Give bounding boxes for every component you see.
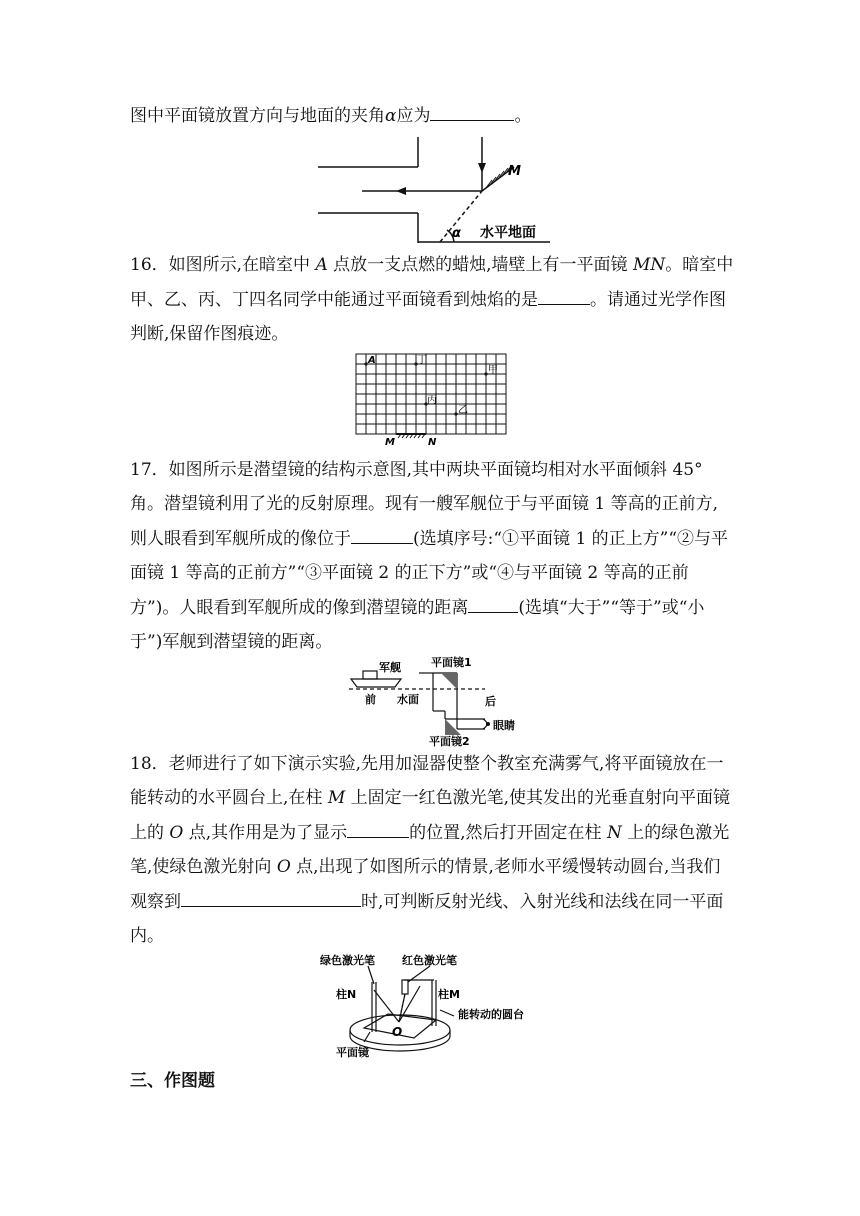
fig18-label-mirror: 平面镜: [336, 1046, 369, 1059]
q18-pillar-M: M: [327, 788, 346, 808]
q16-part3: 。暗室中甲、乙、丙、丁四名同学中能通过平面镜看到烛焰的是: [130, 255, 734, 310]
q17-part1: 如图所示是潜望镜的结构示意图,其中两块平面镜均相对水平面倾斜 45°角。潜望镜利用了光的反射原理。现有一艘军舰位于与平面镜 1 等高的正前方,则人眼看到军舰所成的像位于: [130, 460, 719, 549]
q18-part3: 点,其作用是为了显示: [183, 823, 348, 843]
q17-answer-blank-1[interactable]: [351, 521, 413, 544]
fig15-label-M: M: [508, 164, 521, 179]
q18-part6: 点,出现了如图所示的情景,老师水平缓慢转动圆台,当我们观察到: [130, 857, 721, 912]
q15-text-after: 应为: [396, 106, 431, 126]
q16-number: 16．: [130, 255, 169, 275]
section-heading-drawing: 三、作图题: [130, 1071, 215, 1091]
q16-answer-blank[interactable]: [538, 282, 590, 305]
fig17-label-ship: 军舰: [379, 661, 401, 674]
q18-point-O-2: O: [276, 857, 291, 877]
q18-answer-blank-1[interactable]: [347, 815, 409, 838]
q16-point-A: A: [315, 255, 328, 275]
fig18-label-pillar-N: 柱N: [336, 988, 357, 1001]
fig18-laser-diagram: [318, 950, 543, 1062]
fig17-label-back: 后: [485, 695, 496, 708]
fig16-label-A: A: [368, 355, 376, 366]
q17-part3: (选填“大于”“等于”或“小于”)军舰到潜望镜的距离。: [130, 598, 705, 652]
q18-part2: 上固定一红色激光笔,使其发出的光垂直射向平面镜上的: [130, 788, 731, 843]
q18-part4: 的位置,然后打开固定在柱: [409, 823, 607, 843]
fig17-label-mirror1: 平面镜1: [431, 656, 472, 669]
fig15-label-alpha: α: [452, 226, 461, 241]
q15-alpha: α: [385, 106, 397, 126]
fig18-label-O: O: [392, 1025, 403, 1039]
fig15-diagram: [310, 133, 560, 245]
fig16-grid-diagram: [353, 352, 511, 446]
fig17-label-front: 前: [365, 693, 376, 706]
q17-number: 17．: [130, 460, 169, 480]
q16-text: [130, 248, 735, 351]
q16-mirror-MN: MN: [632, 255, 666, 275]
fig18-label-turntable: 能转动的圆台: [458, 1008, 524, 1021]
fig18-label-red-laser: 红色激光笔: [402, 954, 457, 967]
fig16-label-bing: 丙: [427, 395, 437, 406]
fig17-periscope-diagram: [345, 655, 520, 747]
q15-answer-blank[interactable]: [430, 98, 514, 121]
q15-tail-line: [130, 98, 735, 133]
q18-point-O: O: [169, 823, 184, 843]
q16-part2: 点放一支点燃的蜡烛,墙壁上有一平面镜: [327, 255, 633, 275]
q15-text-before: 图中平面镜放置方向与地面的夹角: [130, 106, 385, 126]
q15-text-end: 。: [514, 106, 532, 126]
q18-part1: 老师进行了如下演示实验,先用加湿器使整个教室充满雾气,将平面镜放在一能转动的水平圆台上,在柱: [130, 754, 724, 808]
fig18-label-pillar-M: 柱M: [438, 988, 460, 1001]
q16-part4: 。请通过光学作图判断,保留作图痕迹。: [130, 290, 726, 344]
q17-part2: (选填序号:“①平面镜 1 的正上方”“②与平面镜 1 等高的正前方”“③平面镜 2 的正下方”或“④与平面镜 2 等高的正前方”)。人眼看到军舰所成的像到潜望镜的距离: [130, 529, 729, 618]
fig16-label-ding: 丁: [417, 355, 427, 366]
fig16-label-M: M: [385, 437, 395, 446]
fig16-label-jia: 甲: [488, 365, 498, 376]
q16-part1: 如图所示,在暗室中: [168, 255, 316, 275]
fig16-label-yi: 乙: [458, 405, 468, 416]
fig15-label-ground: 水平地面: [480, 225, 536, 241]
q18-part5: 上的绿色激光笔,使绿色激光射向: [130, 823, 730, 877]
q18-answer-blank-2[interactable]: [181, 884, 361, 907]
q18-pillar-N: N: [606, 823, 622, 843]
fig18-label-green-laser: 绿色激光笔: [320, 954, 375, 967]
q17-answer-blank-2[interactable]: [468, 590, 518, 613]
q18-number: 18．: [130, 754, 169, 774]
fig16-label-N: N: [428, 437, 437, 446]
fig17-label-water: 水面: [397, 693, 419, 706]
q17-text: [130, 453, 735, 659]
q18-part7: 时,可判断反射光线、入射光线和法线在同一平面内。: [130, 892, 724, 946]
fig17-label-mirror2: 平面镜2: [429, 735, 470, 747]
q18-text: [130, 747, 735, 953]
fig17-label-eye: 眼睛: [493, 719, 515, 732]
